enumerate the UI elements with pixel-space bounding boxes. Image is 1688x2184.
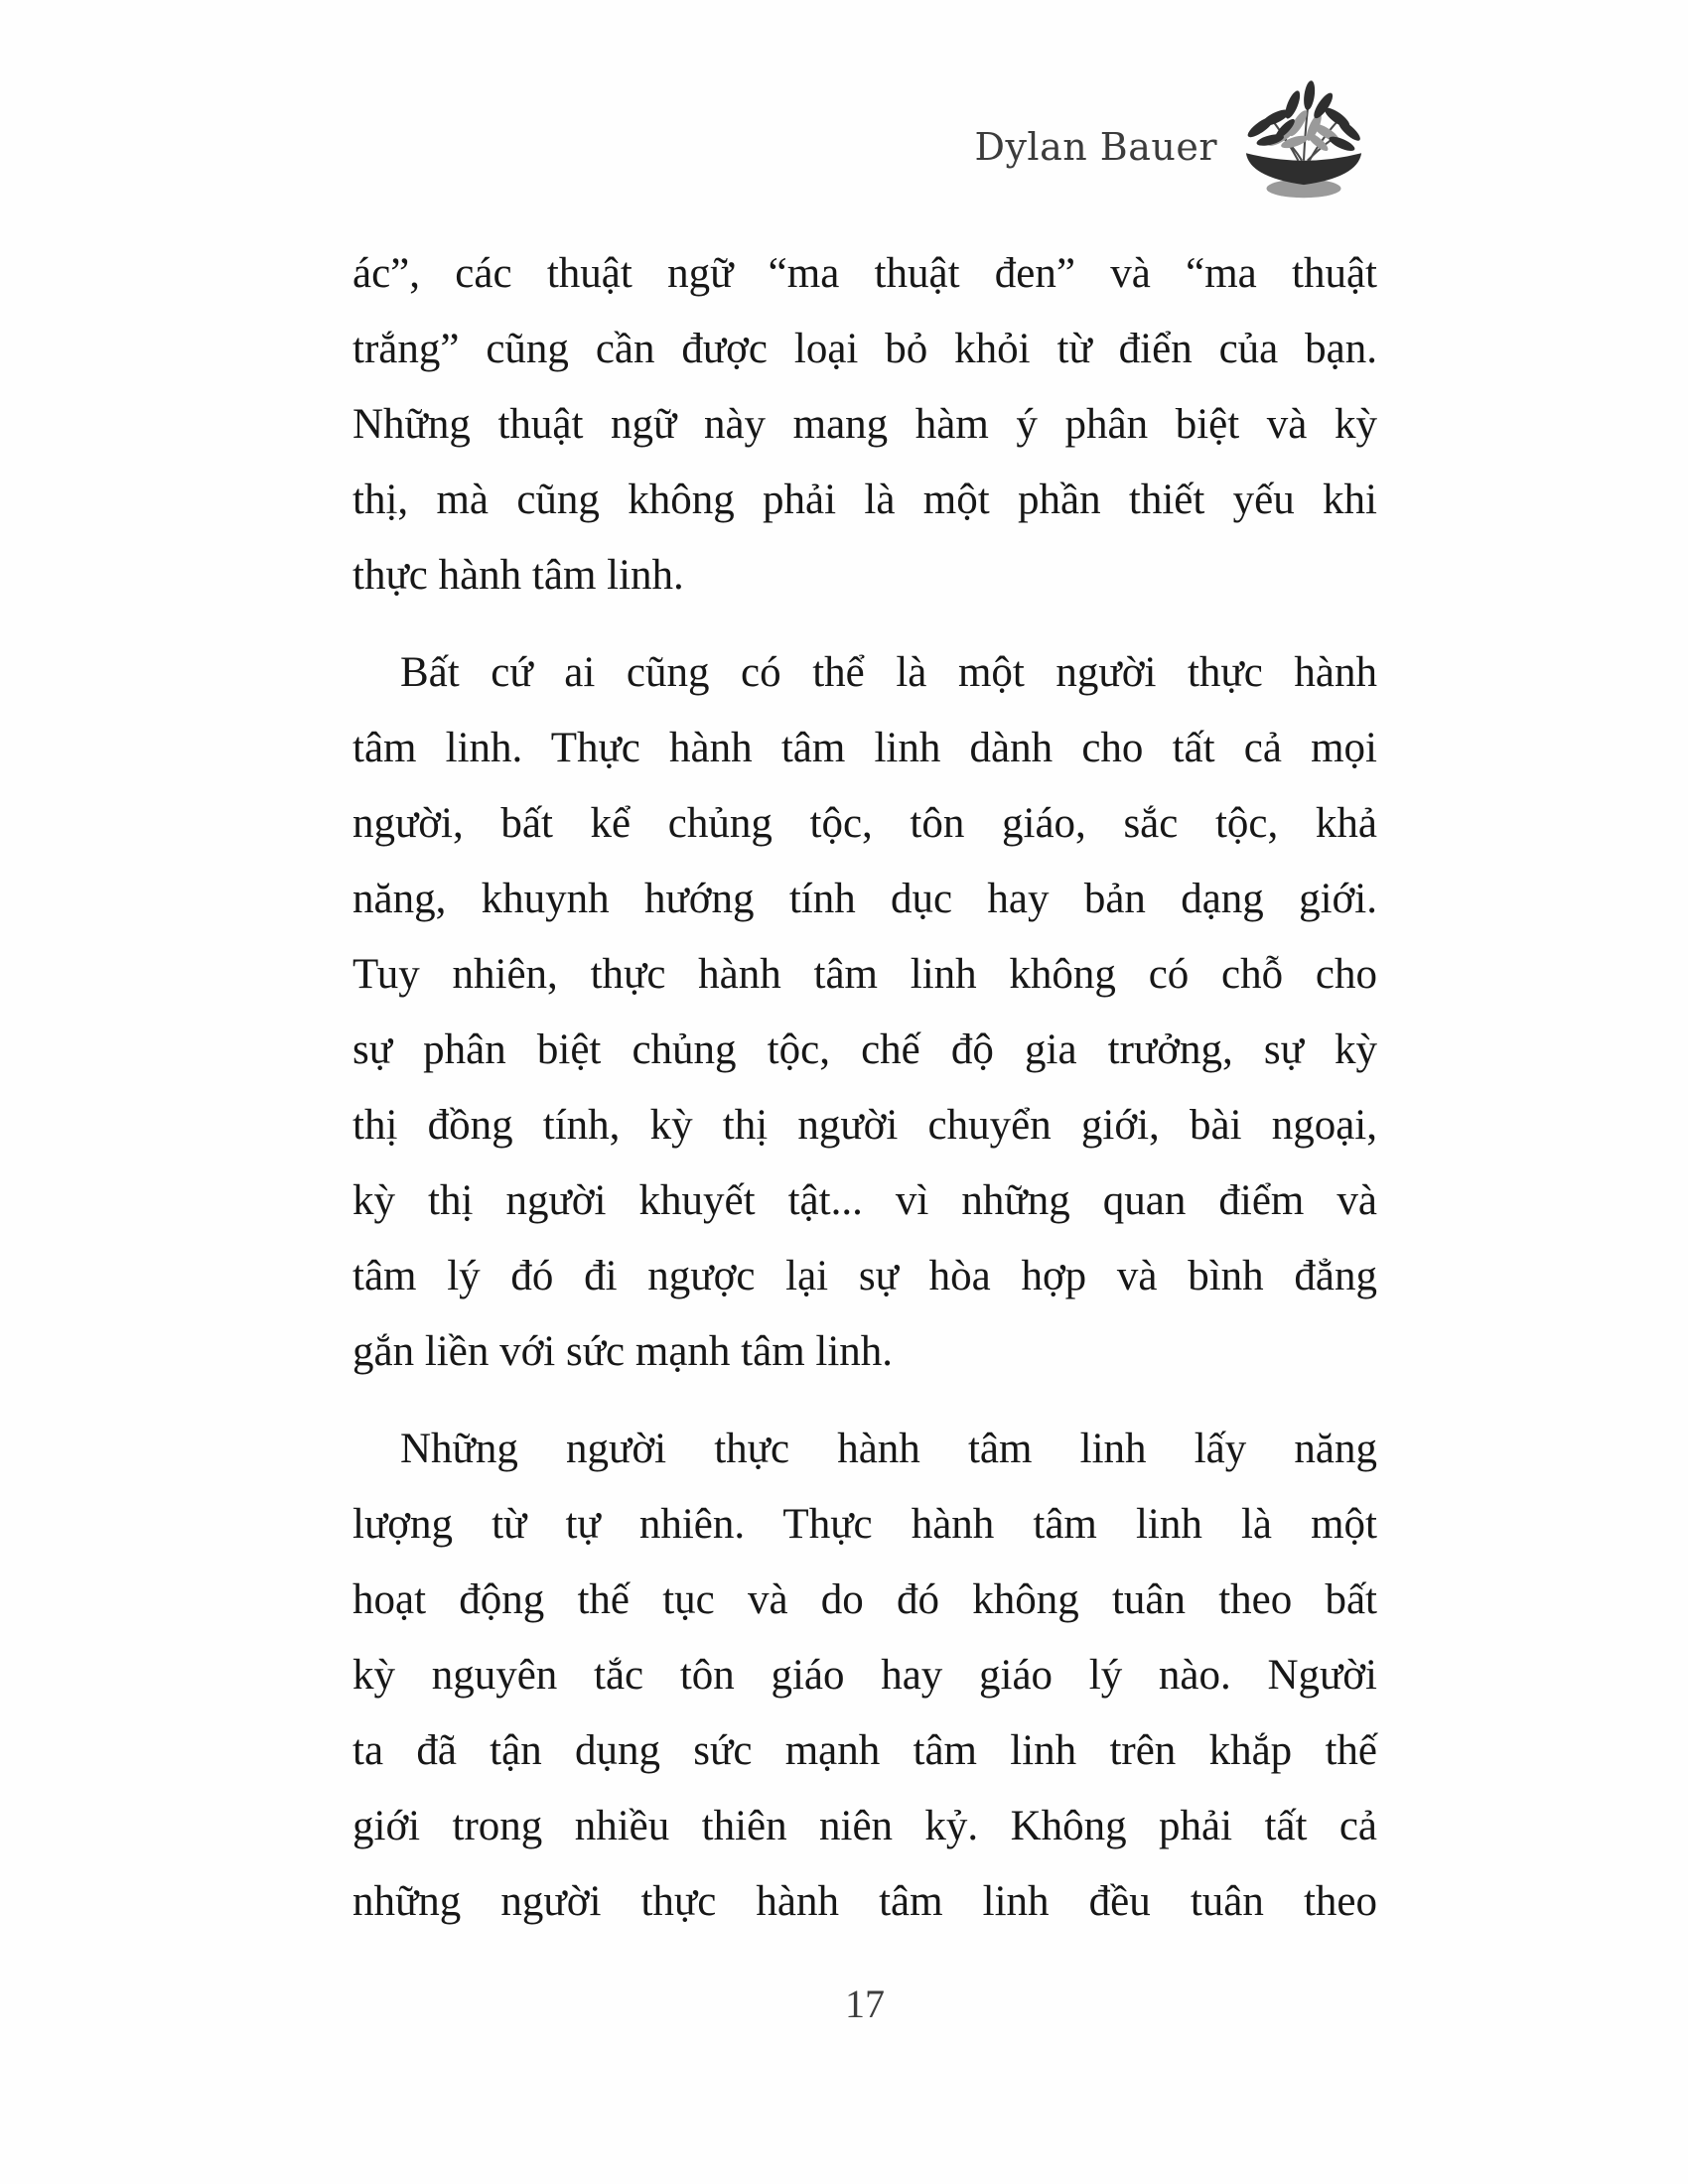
text-line: những người thực hành tâm linh đều tuân theo	[352, 1878, 1377, 1925]
page-number: 17	[845, 1981, 885, 2026]
text-line: hoạt động thế tục và do đó không tuân theo bất	[352, 1576, 1377, 1623]
leaf-bowl-logo-icon	[1229, 77, 1378, 205]
paragraph	[352, 236, 1377, 614]
author-name: Dylan Bauer	[974, 125, 1217, 169]
text-line: thực hành tâm linh.	[352, 552, 684, 599]
page-header	[974, 77, 1378, 205]
text-line: kỳ thị người khuyết tật... vì những quan điểm và	[352, 1177, 1377, 1224]
text-line: ác”, các thuật ngữ “ma thuật đen” và “ma thuật	[352, 250, 1377, 297]
text-line: Bất cứ ai cũng có thể là một người thực hành	[400, 649, 1377, 696]
text-line: lượng từ tự nhiên. Thực hành tâm linh là một	[352, 1501, 1377, 1548]
paragraph	[352, 1412, 1377, 1940]
text-line: giới trong nhiều thiên niên kỷ. Không phải tất cả	[352, 1803, 1377, 1849]
text-line: gắn liền với sức mạnh tâm linh.	[352, 1328, 894, 1375]
text-line: Những thuật ngữ này mang hàm ý phân biệt và kỳ	[352, 401, 1377, 448]
text-line: Tuy nhiên, thực hành tâm linh không có chỗ cho	[352, 951, 1377, 998]
text-line: kỳ nguyên tắc tôn giáo hay giáo lý nào. Người	[352, 1652, 1377, 1699]
text-line: người, bất kể chủng tộc, tôn giáo, sắc tộc, khả	[352, 800, 1377, 847]
text-line: thị đồng tính, kỳ thị người chuyển giới, bài ngoại,	[352, 1102, 1377, 1149]
text-line: thị, mà cũng không phải là một phần thiết yếu khi	[352, 477, 1377, 523]
text-line: năng, khuynh hướng tính dục hay bản dạng giới.	[352, 876, 1377, 922]
text-line: Những người thực hành tâm linh lấy năng	[400, 1426, 1377, 1472]
text-line: tâm linh. Thực hành tâm linh dành cho tất cả mọi	[352, 725, 1377, 771]
text-line: ta đã tận dụng sức mạnh tâm linh trên khắp thế	[352, 1727, 1377, 1774]
paragraph	[352, 635, 1377, 1390]
text-line: sự phân biệt chủng tộc, chế độ gia trưởng, sự kỳ	[352, 1026, 1377, 1073]
text-column	[352, 236, 1377, 1940]
text-line: trắng” cũng cần được loại bỏ khỏi từ điển của bạn.	[352, 326, 1377, 372]
text-line: tâm lý đó đi ngược lại sự hòa hợp và bình đẳng	[352, 1253, 1377, 1299]
